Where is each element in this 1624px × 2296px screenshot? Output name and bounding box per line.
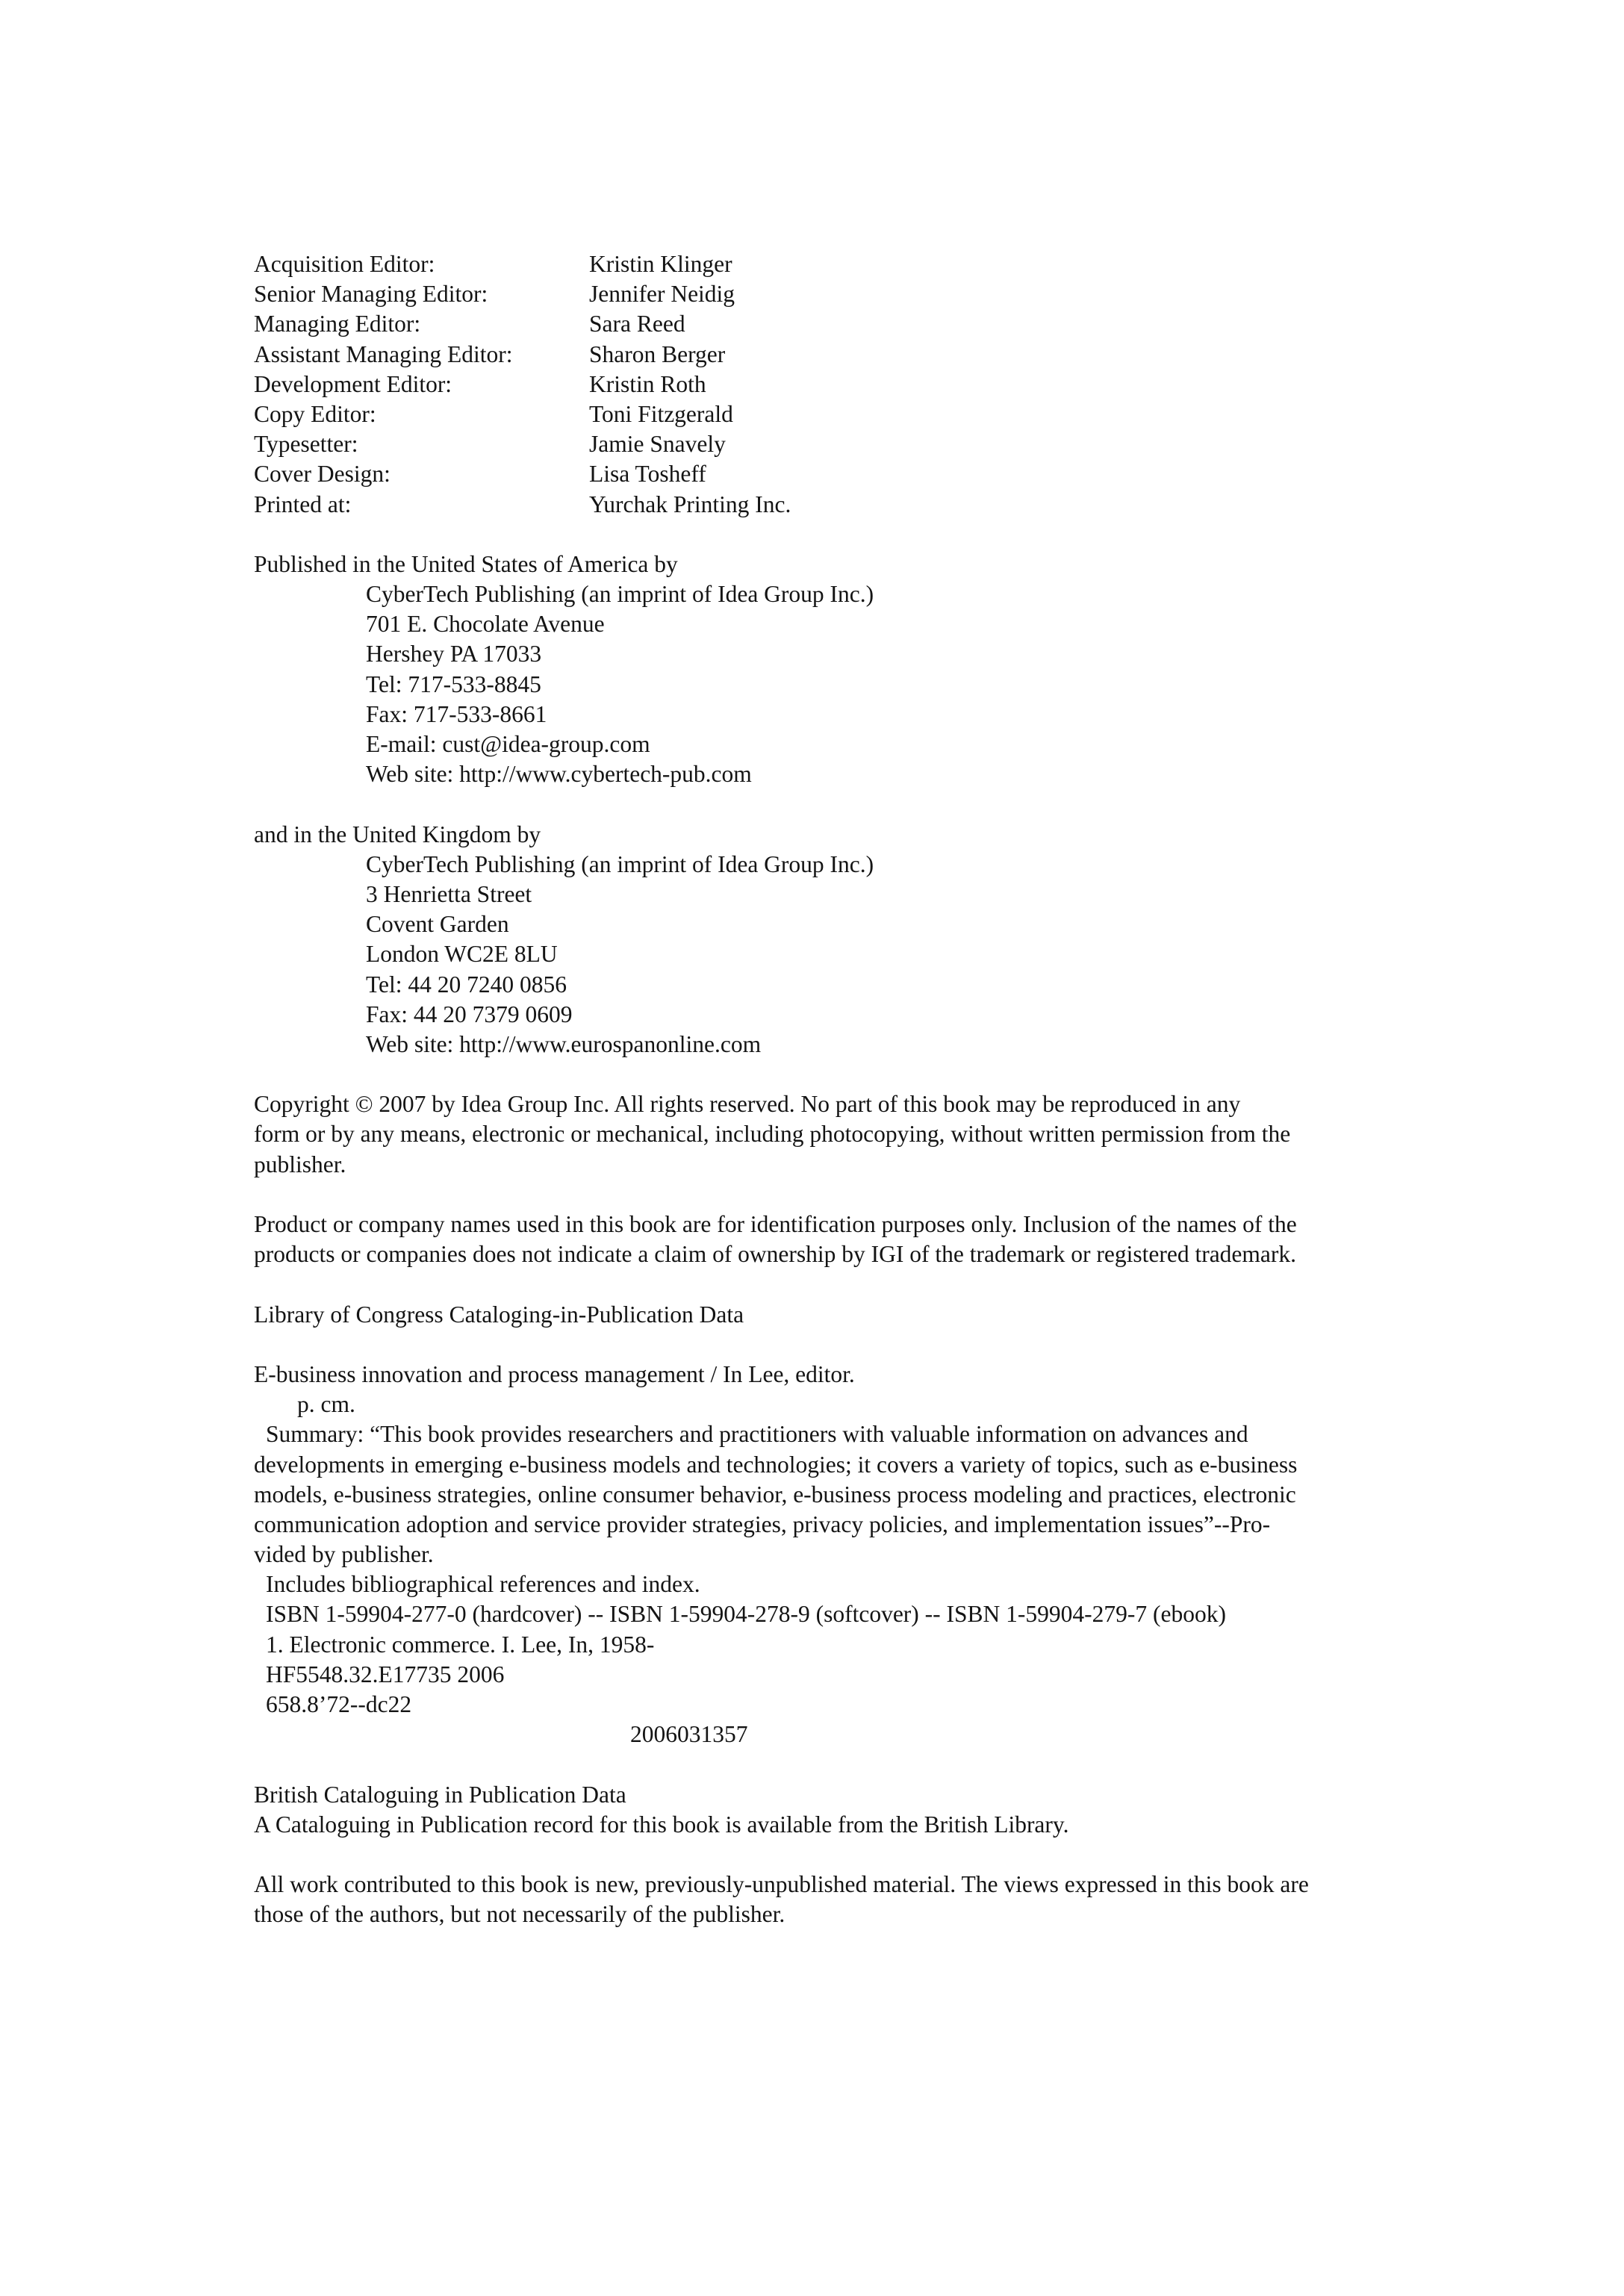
spacer — [254, 1840, 1389, 1870]
uk-publisher-name: CyberTech Publishing (an imprint of Idea Group Inc.) — [366, 850, 874, 877]
closing-line: All work contributed to this book is new, previously-unpublished material. The views expressed in this book are — [254, 1871, 1309, 1898]
cip-summary-line: vided by publisher. — [254, 1541, 434, 1568]
credit-row — [254, 309, 1389, 339]
cip-dewey: 658.8’72--dc22 — [266, 1691, 412, 1717]
credit-name: Toni Fitzgerald — [589, 400, 733, 427]
credit-role: Development Editor: — [254, 370, 452, 397]
uk-address-street: 3 Henrietta Street — [366, 880, 532, 907]
credit-role: Cover Design: — [254, 461, 391, 488]
closing-statement — [254, 1870, 1389, 1929]
cip-isbn: ISBN 1-59904-277-0 (hardcover) -- ISBN 1-59904-278-9 (softcover) -- ISBN 1-59904-279-7 (ebook) — [266, 1601, 1226, 1628]
trademark-line: Product or company names used in this book are for identification purposes only. Inclusion of the names of the — [254, 1211, 1297, 1237]
copyright-line: Copyright © 2007 by Idea Group Inc. All rights reserved. No part of this book may be reproduced in any — [254, 1091, 1241, 1118]
british-cip-note: A Cataloguing in Publication record for this book is available from the British Library. — [254, 1811, 1069, 1838]
uk-phone: Tel: 44 20 7240 0856 — [366, 971, 567, 998]
credit-row — [254, 249, 1389, 279]
credit-name: Lisa Tosheff — [589, 461, 706, 488]
credit-name: Jennifer Neidig — [589, 281, 735, 308]
copyright-notice — [254, 1089, 1389, 1180]
credit-row — [254, 459, 1389, 489]
cip-includes: Includes bibliographical references and index. — [266, 1571, 700, 1598]
credit-name: Yurchak Printing Inc. — [589, 491, 791, 517]
copyright-line: publisher. — [254, 1151, 346, 1177]
cip-subject: 1. Electronic commerce. I. Lee, In, 1958- — [266, 1631, 655, 1658]
trademark-notice — [254, 1210, 1389, 1269]
us-publisher-intro: Published in the United States of America by — [254, 550, 678, 577]
credit-row — [254, 399, 1389, 429]
spacer — [254, 1180, 1389, 1210]
loc-heading: Library of Congress Cataloging-in-Publication Data — [254, 1301, 744, 1328]
spacer — [254, 1749, 1389, 1779]
uk-publisher-intro: and in the United Kingdom by — [254, 821, 541, 847]
uk-website: Web site: http://www.eurospanonline.com — [366, 1030, 762, 1057]
credit-name: Kristin Roth — [589, 370, 706, 397]
cip-pcm: p. cm. — [297, 1391, 355, 1418]
cip-summary-line: communication adoption and service provider strategies, privacy policies, and implementation issues”--Pro- — [254, 1511, 1271, 1537]
cip-lccn: 2006031357 — [630, 1721, 748, 1748]
copyright-line: form or by any means, electronic or mechanical, including photocopying, without written permission from the — [254, 1121, 1291, 1148]
credit-row — [254, 429, 1389, 459]
credit-role: Acquisition Editor: — [254, 251, 435, 277]
spacer — [254, 520, 1389, 550]
spacer — [254, 1060, 1389, 1089]
credit-role: Senior Managing Editor: — [254, 281, 488, 308]
credit-row — [254, 279, 1389, 309]
credit-name: Sharon Berger — [589, 340, 726, 367]
cip-title-line: E-business innovation and process management / In Lee, editor. — [254, 1360, 855, 1387]
credit-role: Managing Editor: — [254, 311, 421, 337]
credit-role: Printed at: — [254, 491, 352, 517]
uk-publisher-block — [254, 820, 1389, 1060]
credit-role: Typesetter: — [254, 431, 358, 458]
spacer — [254, 789, 1389, 819]
us-phone: Tel: 717-533-8845 — [366, 671, 541, 697]
us-publisher-block — [254, 550, 1389, 790]
cip-summary-line: Summary: “This book provides researchers and practitioners with valuable information on advances and — [266, 1421, 1248, 1448]
credit-row — [254, 490, 1389, 520]
british-cip-heading: British Cataloguing in Publication Data — [254, 1781, 626, 1808]
us-publisher-name: CyberTech Publishing (an imprint of Idea Group Inc.) — [366, 581, 874, 608]
uk-fax: Fax: 44 20 7379 0609 — [366, 1001, 573, 1027]
us-email: E-mail: cust@idea-group.com — [366, 731, 650, 757]
credit-role: Copy Editor: — [254, 400, 376, 427]
uk-address-city: London WC2E 8LU — [366, 941, 558, 968]
cip-lc-class: HF5548.32.E17735 2006 — [266, 1661, 505, 1687]
credits-list — [254, 249, 1389, 520]
uk-address-area: Covent Garden — [366, 911, 509, 938]
spacer — [254, 1330, 1389, 1360]
closing-line: those of the authors, but not necessarily of the publisher. — [254, 1901, 785, 1928]
credit-row — [254, 370, 1389, 399]
cip-summary-line: models, e-business strategies, online consumer behavior, e-business process modeling and practices, electronic — [254, 1481, 1296, 1508]
cip-block — [254, 1360, 1389, 1749]
credit-row — [254, 340, 1389, 370]
british-cip-block — [254, 1780, 1389, 1840]
credit-name: Sara Reed — [589, 311, 685, 337]
spacer — [254, 1269, 1389, 1299]
credit-name: Jamie Snavely — [589, 431, 726, 458]
credit-role: Assistant Managing Editor: — [254, 340, 513, 367]
credit-name: Kristin Klinger — [589, 251, 732, 277]
us-address-street: 701 E. Chocolate Avenue — [366, 611, 605, 638]
cip-summary-line: developments in emerging e-business models and technologies; it covers a variety of topics, such as e-business — [254, 1451, 1298, 1478]
us-website: Web site: http://www.cybertech-pub.com — [366, 761, 752, 788]
us-address-city: Hershey PA 17033 — [366, 641, 542, 668]
trademark-line: products or companies does not indicate a claim of ownership by IGI of the trademark or registered trademark. — [254, 1241, 1297, 1268]
us-fax: Fax: 717-533-8661 — [366, 700, 547, 727]
page-content — [254, 249, 1389, 1930]
